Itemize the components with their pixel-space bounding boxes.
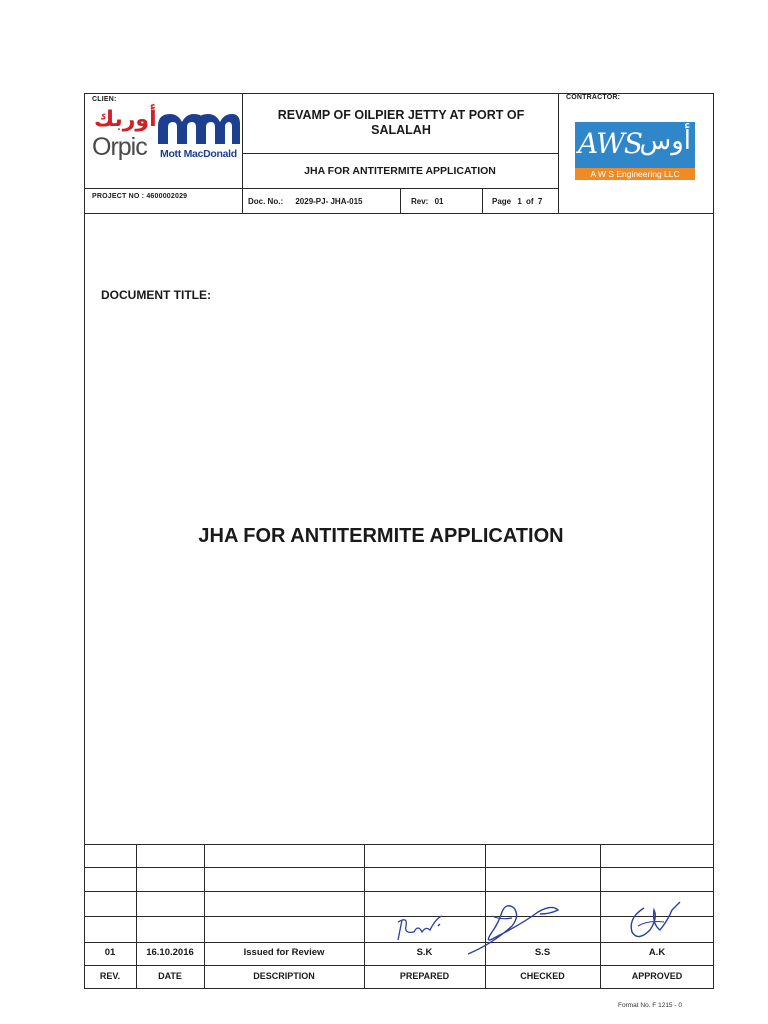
revision-table-line xyxy=(84,844,714,845)
revision-header-description: DESCRIPTION xyxy=(253,971,315,981)
revision-cell-date: 16.10.2016 xyxy=(146,947,194,958)
orpic-logo-latin: Orpic xyxy=(92,133,147,161)
revision-cell-description: Issued for Review xyxy=(243,947,325,958)
mott-macdonald-text: Mott MacDonald xyxy=(160,148,237,160)
aws-logo xyxy=(575,122,695,180)
aws-logo-arabic: أوس xyxy=(639,126,691,156)
header-divider xyxy=(242,153,558,154)
project-number: PROJECT NO : 4600002029 xyxy=(92,193,188,200)
page-current: 1 xyxy=(517,197,522,206)
header-divider xyxy=(558,93,559,213)
header-bottom-line xyxy=(84,213,714,214)
revision-table-column-line xyxy=(600,844,601,989)
document-title: JHA FOR ANTITERMITE APPLICATION xyxy=(198,525,564,547)
mott-macdonald-m-icon xyxy=(156,110,242,146)
mott-macdonald-logo xyxy=(156,110,242,166)
revision-table-line xyxy=(84,965,714,966)
revision-label: Rev: xyxy=(411,197,429,206)
doc-number-field xyxy=(248,197,363,206)
doc-number-value: 2029-PJ- JHA-015 xyxy=(295,197,363,206)
checked-signature xyxy=(462,898,564,958)
revision-header-prepared: PREPARED xyxy=(399,971,450,981)
project-title: REVAMP OF OILPIER JETTY AT PORT OF SALALAH xyxy=(277,108,525,137)
header-divider xyxy=(84,188,242,189)
prepared-signature xyxy=(392,912,454,946)
format-number: Format No. F 1215 - 0 xyxy=(618,1002,682,1009)
revision-cell-prepared: S.K xyxy=(416,947,433,958)
revision-header-approved: APPROVED xyxy=(631,971,683,981)
approved-signature xyxy=(624,900,694,944)
document-subject: JHA FOR ANTITERMITE APPLICATION xyxy=(304,165,496,177)
header-divider xyxy=(400,188,401,213)
revision-value: 01 xyxy=(434,197,444,206)
orpic-logo xyxy=(92,107,157,165)
revision-header-checked: CHECKED xyxy=(520,971,565,981)
page-total: 7 xyxy=(537,197,543,206)
doc-number-label: Doc. No.: xyxy=(248,197,284,206)
revision-table-column-line xyxy=(204,844,205,989)
revision-table-column-line xyxy=(136,844,137,989)
aws-logo-latin: AWS xyxy=(578,127,643,160)
revision-cell-checked: S.S xyxy=(534,947,551,958)
revision-header-rev: REV. xyxy=(99,971,121,981)
revision-header-date: DATE xyxy=(158,971,182,981)
page-of: of xyxy=(526,197,534,206)
revision-cell-rev: 01 xyxy=(104,947,116,958)
header-divider xyxy=(482,188,483,213)
aws-logo-main xyxy=(575,122,695,168)
revision-table-column-line xyxy=(364,844,365,989)
page-field xyxy=(492,197,542,206)
revision-field xyxy=(411,197,443,206)
revision-cell-approved: A.K xyxy=(648,947,666,958)
contractor-label: CONTRACTOR: xyxy=(566,94,621,101)
revision-table-line xyxy=(84,891,714,892)
orpic-logo-arabic: أوربك xyxy=(94,107,157,132)
document-title-label: DOCUMENT TITLE: xyxy=(101,288,211,302)
revision-table-line xyxy=(84,867,714,868)
client-label: CLIEN: xyxy=(92,96,117,103)
aws-logo-subtitle: A W S Engineering LLC xyxy=(575,168,695,180)
page-label: Page xyxy=(492,197,512,206)
